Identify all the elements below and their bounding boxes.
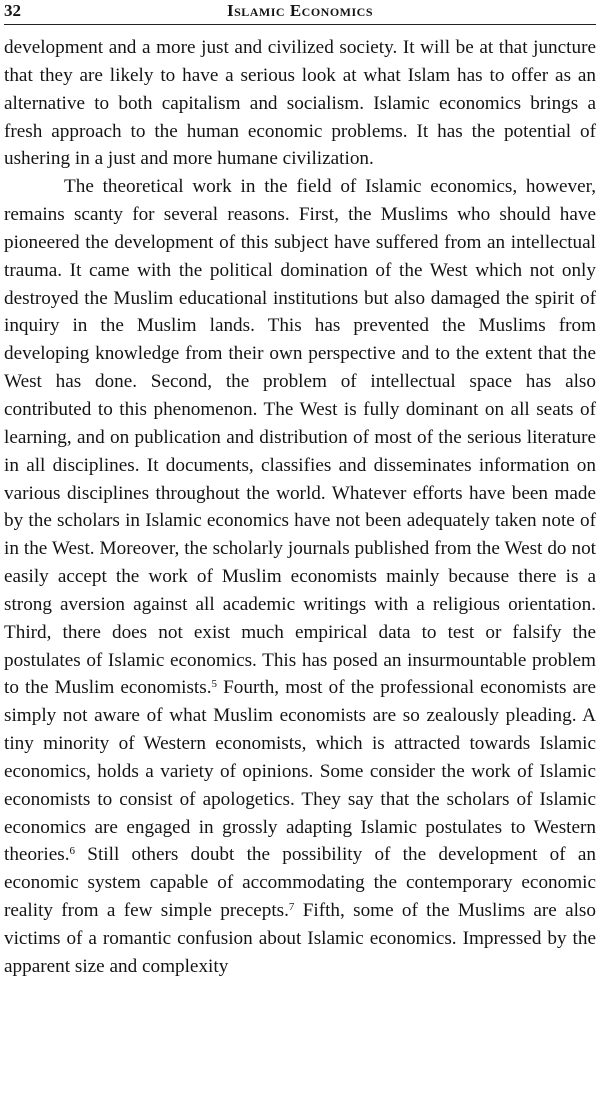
page-number: 32 bbox=[4, 1, 21, 20]
footnote-reference: 5 bbox=[211, 678, 218, 691]
paragraph-text: The theoretical work in the field of Islamic economics, however, remains scanty for several reasons. First, the Muslims who should have pioneered the development of this subject have suffered from an intellectual trauma. It came with the political domination of the West which not only destroyed the Muslim educational institutions but also damaged the spirit of inquiry in the Muslim lands. This has prevented the Muslims from developing knowledge from their own perspective and to the extent that the West has done. Second, the problem of intellectual space has also contributed to this phenomenon. The West is fully dominant on all seats of learning, and on publication and distribution of most of the serious literature in all disciplines. It documents, classifies and disseminates information on various disciplines throughout the world. Whatever efforts have been made by the scholars in Islamic economics have not been adequately taken note of in the West. Moreover, the scholarly journals published from the West do not easily accept the work of Muslim economists mainly because there is a strong aversion against all academic writings with a religious orientation. Third, there does not exist much empirical data to test or falsify the postulates of Islamic economics. This has posed an insurmountable problem to the Muslim economists. bbox=[4, 176, 596, 699]
running-head: Islamic Economics bbox=[226, 1, 374, 20]
paragraph-text: development and a more just and civilized society. It will be at that juncture that they are likely to have a serious look at what Islam has to offer as an alternative to both capitalism and socialism. Islamic economics brings a fresh approach to the human economic problems. It has the potential of ushering in a just and more humane civilization. bbox=[4, 37, 596, 170]
footnote-reference: 6 bbox=[69, 845, 76, 858]
page-header bbox=[4, 0, 596, 24]
paragraph-text: Still others doubt the possibility of the development of an economic system capable of accommodating the contemporary economic reality from a few simple precepts. bbox=[4, 844, 596, 922]
paragraph-2 bbox=[4, 173, 596, 980]
paragraph-text: Fourth, most of the professional economists are simply not aware of what Muslim economists are so zealously pleading. A tiny minority of Western economists, which is attracted towards Islamic economics, holds a variety of opinions. Some consider the work of Islamic economists to consist of apologetics. They say that the scholars of Islamic economics are engaged in grossly adapting Islamic postulates to Western theories. bbox=[4, 677, 596, 866]
body-text bbox=[4, 34, 596, 981]
footnote-reference: 7 bbox=[288, 901, 295, 914]
paragraph-text: Fifth, some of the Muslims are also victims of a romantic confusion about Islamic economics. Impressed by the apparent size and complexity bbox=[4, 900, 596, 977]
header-rule bbox=[4, 24, 596, 25]
paragraph-1 bbox=[4, 34, 596, 173]
